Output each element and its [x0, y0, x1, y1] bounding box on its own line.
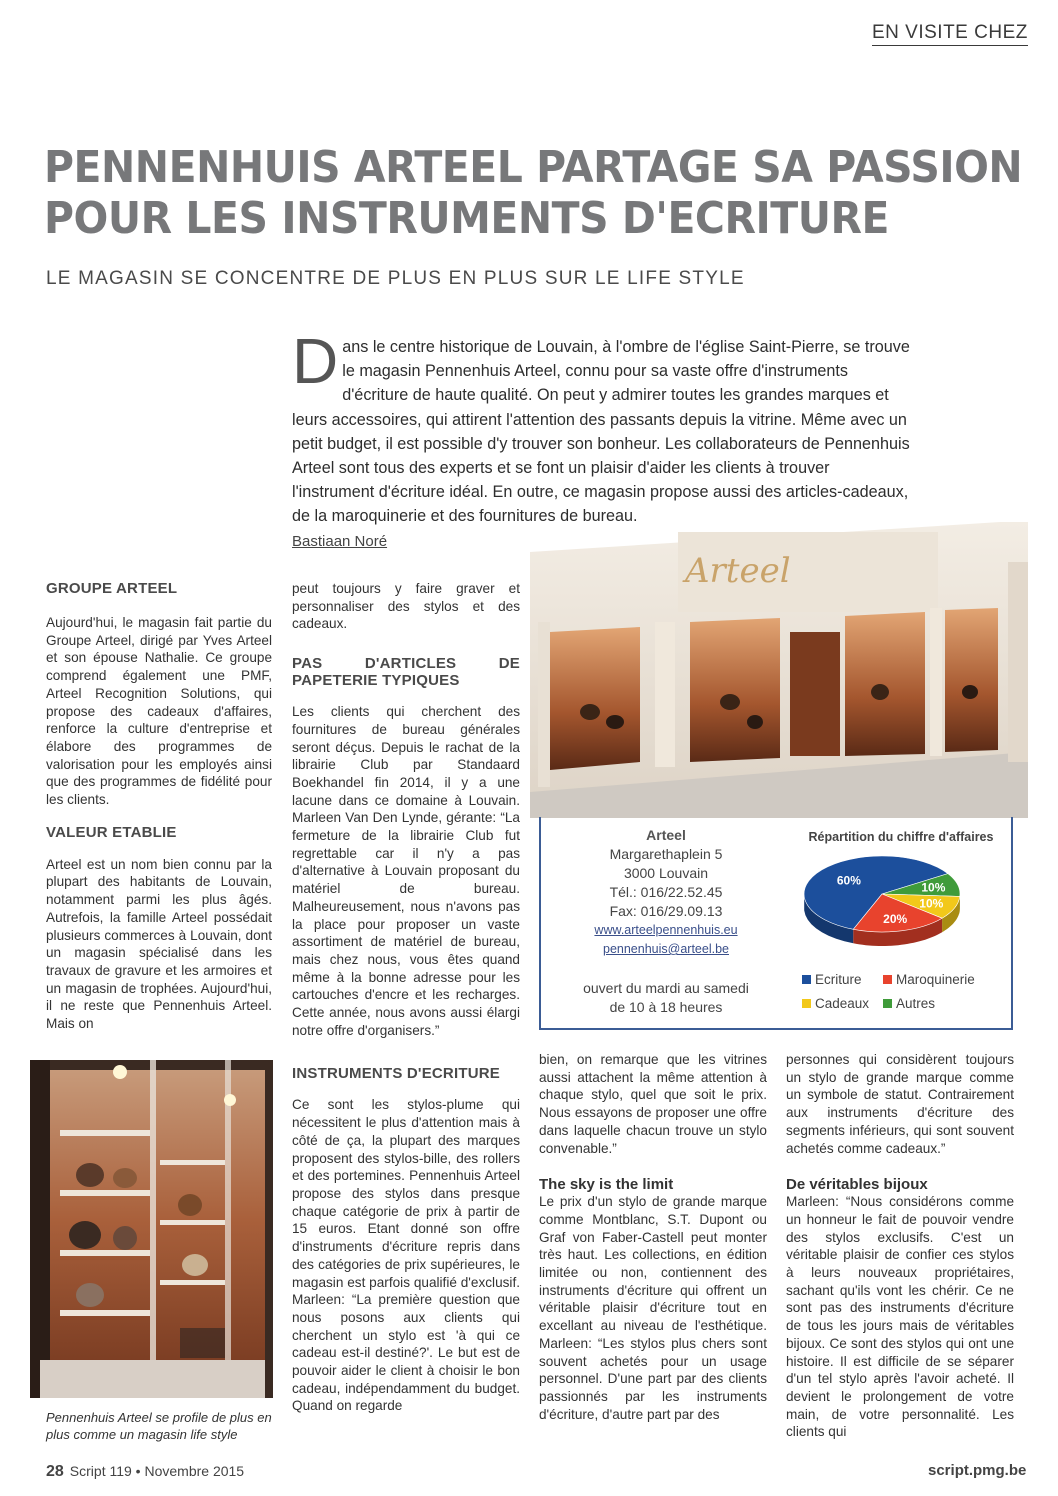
legend-label: Ecriture — [815, 972, 862, 987]
intro-paragraph — [292, 325, 914, 529]
contact-tel: Tél.: 016/22.52.45 — [609, 884, 723, 900]
intro-text: ans le centre historique de Louvain, à l'ombre de l'église Saint-Pierre, se trouve le magasin Pennenhuis Arteel, connu pour sa vaste offre d'instruments d'écriture de haute qualité. On peut y admirer toutes les grandes marques et leurs accessoires, qui attirent l'attention des passants depuis la vitrine. Même avec un petit budget, il est possible d'y trouver son bonheur. Les collaborateurs de Pennenhuis Arteel sont tous des experts et se font un plaisir d'aider les clients à trouver l'instrument d'écriture idéal. En outre, ce magasin propose aussi des articles-cadeaux, de la maroquinerie et des fournitures de bureau. — [292, 338, 910, 526]
paragraph: personnes qui considèrent toujours un stylo de grande marque comme un symbole de statut. Contrairement aux instruments d'écriture des segments inférieurs, qui sont souvent achetés comme cadeaux.” — [786, 1052, 1014, 1156]
section-tag: EN VISITE CHEZ — [872, 22, 1028, 46]
legend-item-cadeaux — [802, 996, 869, 1011]
legend-item-ecriture — [802, 972, 862, 987]
legend-label: Maroquinerie — [896, 972, 975, 987]
pie-label-autres: 10% — [921, 880, 946, 895]
opening-days: ouvert du mardi au samedi — [583, 980, 749, 996]
pie-chart — [798, 852, 970, 952]
heading-sky-is-the-limit: The sky is the limit — [539, 1176, 674, 1194]
page-number: 28 — [46, 1463, 64, 1480]
pie-label-ecriture: 60% — [836, 873, 861, 888]
column-1 — [46, 580, 272, 1033]
heading-groupe-arteel: GROUPE ARTEEL — [46, 580, 178, 597]
heading-valeur-etablie: VALEUR ETABLIE — [46, 823, 177, 841]
opening-hours: de 10 à 18 heures — [609, 999, 723, 1015]
article-title-line1: PENNENHUIS ARTEEL PARTAGE SA PASSION — [44, 142, 1023, 193]
heading-veritables-bijoux: De véritables bijoux — [786, 1176, 928, 1194]
column-2 — [292, 580, 520, 1415]
legend-label: Autres — [896, 996, 936, 1011]
contact-website-link[interactable]: www.arteelpennenhuis.eu — [594, 923, 738, 937]
legend-swatch — [802, 999, 811, 1008]
column-4 — [786, 1051, 1014, 1441]
author-byline: Bastiaan Noré — [292, 533, 388, 550]
paragraph: Le prix d'un stylo de grande marque comme Montblanc, S.T. Dupont ou Graf von Faber-Castell peut monter très haut. Les collections, en édition limitée ou non, contiennent des instruments d'écriture qui offrent un véritable plaisir d'écriture tout en excellant au niveau de l'esthétique. Marleen: “Les stylos plus chers sont souvent achetés pour un usage personnel. D'une part par des clients passionnés par les instruments d'écriture, d'autre part par des — [539, 1194, 767, 1422]
contact-fax: Fax: 016/29.09.13 — [609, 903, 723, 919]
footer-left — [46, 1463, 244, 1481]
heading-instruments-d-ecriture: INSTRUMENTS D'ECRITURE — [292, 1065, 500, 1083]
heading-pas-d-articles: PAS D'ARTICLES DE PAPETERIE TYPIQUES — [292, 655, 520, 690]
paragraph: Aujourd'hui, le magasin fait partie du Groupe Arteel, dirigé par Yves Arteel et son épouse Nathalie. Ce groupe comprend également une PMF, Arteel Recognition Solutions, qui propose des cadeaux d'affaires, renforce la culture d'entreprise et élabore des programmes de valorisation pour les employés ainsi que des programmes de fidélité pour les clients. — [46, 615, 272, 808]
legend-item-autres — [883, 996, 935, 1011]
paragraph: Ce sont les stylos-plume qui nécessitent le plus d'attention mais à côté de ça, la plupart des marques proposent des stylos-bille, des rollers et des portemines. Pennenhuis Arteel propose des stylos dans presque chaque catégorie de prix à partir de 15 euros. Etant donné son offre d'instruments d'écriture repris dans des catégories de prix supérieures, le magasin est parfois qualifié d'exclusif. Marleen: “La première question que nous posons aux clients qui cherchent un stylo est 'à qui ce cadeau est-il destiné?'. Le but est de pouvoir aider le client à choisir le bon cadeau, indépendamment du budget. Quand on regarde — [292, 1097, 520, 1414]
legend-swatch — [883, 999, 892, 1008]
legend-swatch — [802, 975, 811, 984]
paragraph: peut toujours y faire graver et personnaliser des stylos et des cadeaux. — [292, 581, 520, 632]
dropcap: D — [292, 325, 339, 397]
store-sign: Arteel — [685, 551, 791, 591]
contact-email-link[interactable]: pennenhuis@arteel.be — [603, 942, 729, 956]
legend-swatch — [883, 975, 892, 984]
photo-caption: Pennenhuis Arteel se profile de plus en plus comme un magasin life style — [46, 1410, 272, 1442]
paragraph: Arteel est un nom bien connu par la plupart des habitants de Louvain, notamment parmi les plus âgés. Autrefois, la famille Arteel possédait plusieurs commerces à Louvain, dont un magasin spécialisé dans les travaux de gravure et les armoires et un magasin de trophées. Aujourd'hui, il ne reste que Pennenhuis Arteel. Mais on — [46, 856, 272, 1032]
paragraph: Marleen: “Nous considérons comme un honneur le fait de pouvoir vendre des stylos exclusifs. C'est un véritable plaisir de confier ces stylos à leurs nouveaux propriétaires, sachant qu'ils vont les chérir. Ce ne sont pas des instruments d'écriture de tous les jours mais de véritables bijoux. Ce sont des stylos qui ont une histoire. Il est difficile de se séparer d'un tel stylo après l'avoir acheté. Il devient le prolongement de votre main, de votre personnalité. Les clients qui — [786, 1194, 1014, 1440]
pie-label-maroquinerie: 20% — [883, 912, 908, 926]
chart-title: Répartition du chiffre d'affaires — [808, 830, 994, 844]
contact-city: 3000 Louvain — [623, 865, 709, 881]
footer-website-link[interactable]: script.pmg.be — [928, 1462, 1027, 1479]
article-title — [44, 142, 1023, 244]
shop-window-photo — [30, 1060, 273, 1398]
paragraph: Les clients qui cherchent des fournitures de bureau générales seront déçus. Depuis le rachat de la librairie Club par Standaard Boekhandel fin 2014, il y a une lacune dans ce domaine à Louvain. Marleen Van Den Lynde, gérante: “La fermeture de la librairie Club fut regrettable car il n'y a pas d'alternative à Louvain proposant du matériel de bureau. Malheureusement, nous n'avons pas la place pour proposer un vaste assortiment de matériel de bureau, mais chez nous, vous êtes quand même à la bonne adresse pour les cartouches d'encre et les recharges. Cette année, nous avons aussi élargi notre offre d'organisers.” — [292, 704, 520, 1038]
article-subtitle: LE MAGASIN SE CONCENTRE DE PLUS EN PLUS SUR LE LIFE STYLE — [46, 268, 745, 289]
issue-info: Script 119 • Novembre 2015 — [69, 1463, 245, 1479]
article-title-line2: POUR LES INSTRUMENTS D'ECRITURE — [44, 193, 890, 244]
contact-block — [560, 826, 772, 1017]
pie-label-cadeaux: 10% — [919, 896, 944, 911]
column-3 — [539, 1051, 767, 1423]
storefront-photo — [530, 522, 1028, 818]
legend-item-maroquinerie — [883, 972, 975, 987]
legend-label: Cadeaux — [815, 996, 870, 1011]
contact-street: Margarethaplein 5 — [609, 846, 723, 862]
contact-name: Arteel — [646, 827, 686, 843]
paragraph: bien, on remarque que les vitrines aussi attachent la même attention à chaque stylo, quel que soit le prix. Nous essayons de proposer une offre dans laquelle chacun trouve un stylo convenable.” — [539, 1052, 767, 1156]
